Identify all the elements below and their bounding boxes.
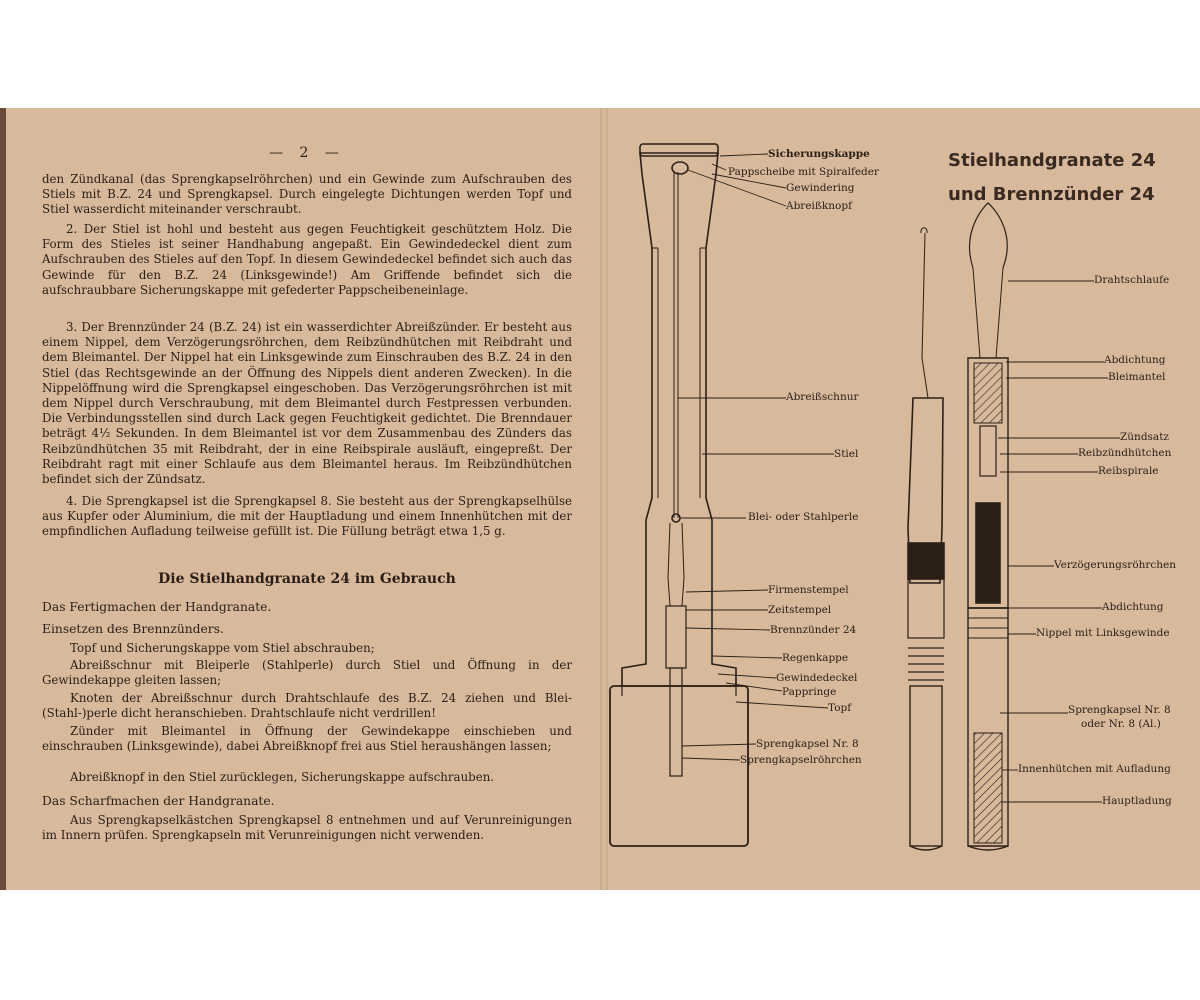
label-perle: Blei- oder Stahlperle [748, 511, 859, 523]
label-abdichtung-bottom: Abdichtung [1102, 601, 1164, 613]
page-number: — 2 — [269, 145, 345, 161]
label-sprengkapsel: Sprengkapsel Nr. 8 [756, 738, 859, 750]
label-sprengkapselroehrchen: Sprengkapselröhrchen [740, 754, 862, 766]
label-zeitstempel: Zeitstempel [768, 604, 832, 616]
paragraph-1: den Zündkanal (das Sprengkapselröhrchen) und ein Gewinde zum Aufschrauben des Stiels mit B.Z. 24 und Sprengkapsel. Durch eingelegte Dichtungen werden Topf und Stiel wasserdicht miteinander verschraubt. [42, 172, 572, 217]
step-6: Aus Sprengkapselkästchen Sprengkapsel 8 entnehmen und auf Verunreinigungen im Innern prüfen. Sprengkapseln mit Verunreinigungen nicht verwenden. [42, 813, 572, 843]
label-gewindering: Gewindering [786, 182, 855, 194]
paragraph-4: 4. Die Sprengkapsel ist die Sprengkapsel 8. Sie besteht aus der Sprengkapselhülse aus Kupfer oder Aluminium, die mit der Hauptladung und einem Innenhütchen mit der empfindlichen Aufladung teilweise gefüllt ist. Die Füllung beträgt etwa 1,5 g. [42, 494, 572, 539]
fuze-exterior-drawing [908, 228, 944, 850]
subheading-scharfmachen: Das Scharfmachen der Handgranate. [42, 794, 275, 808]
label-zuendsatz: Zündsatz [1120, 431, 1169, 443]
fuze-section-drawing [968, 203, 1008, 850]
label-abreissknopf: Abreißknopf [786, 200, 852, 212]
label-pappscheibe: Pappscheibe mit Spiralfeder [728, 166, 880, 178]
step-5: Abreißknopf in den Stiel zurücklegen, Sicherungskappe aufschrauben. [70, 770, 495, 784]
grenade-drawing [610, 144, 748, 846]
label-topf: Topf [828, 702, 852, 714]
label-gewindedeckel: Gewindedeckel [776, 672, 858, 684]
right-page [608, 108, 1200, 890]
center-fold [600, 108, 608, 890]
label-reibspirale: Reibspirale [1098, 465, 1159, 477]
leader-lines [678, 154, 1120, 802]
label-firmenstempel: Firmenstempel [768, 584, 849, 596]
label-bleimantel: Bleimantel [1108, 371, 1166, 383]
label-hauptladung: Hauptladung [1102, 795, 1172, 807]
subheading-einsetzen: Einsetzen des Brennzünders. [42, 622, 224, 636]
label-sprengkapsel-al: oder Nr. 8 (Al.) [1081, 718, 1161, 730]
label-brennzuender-24: Brennzünder 24 [770, 624, 857, 636]
label-stiel: Stiel [834, 448, 859, 460]
diagram-title-line-1: Stielhandgranate 24 [948, 150, 1156, 171]
label-verzoegerungsroehrchen: Verzögerungsröhrchen [1054, 559, 1177, 571]
left-page [42, 108, 572, 890]
label-reibzuendhuetchen: Reibzündhütchen [1078, 447, 1172, 459]
subheading-fertigmachen: Das Fertigmachen der Handgranate. [42, 600, 272, 614]
step-1: Topf und Sicherungskappe vom Stiel abschrauben; [70, 641, 375, 655]
label-regenkappe: Regenkappe [782, 652, 849, 664]
label-nippel: Nippel mit Linksgewinde [1036, 627, 1170, 639]
paragraph-2: 2. Der Stiel ist hohl und besteht aus gegen Feuchtigkeit geschütztem Holz. Die Form des Stieles ist seiner Handhabung angepaßt. Ein Gewindedeckel dient zum Aufschrauben des Stieles auf den Topf. In diesem Gewindedeckel befindet sich auch das Gewinde für den B.Z. 24 (Linksgewinde!) Am Griffende befindet sich die aufschraubbare Sicherungskappe mit gefederter Pappscheibeneinlage. [42, 222, 572, 297]
step-2: Abreißschnur mit Bleiperle (Stahlperle) durch Stiel und Öffnung in der Gewindekappe gleiten lassen; [42, 658, 572, 688]
label-abreissschnur: Abreißschnur [786, 391, 859, 403]
label-abdichtung-top: Abdichtung [1104, 354, 1166, 366]
step-4: Zünder mit Bleimantel in Öffnung der Gewindekappe einschieben und einschrauben (Linksgewinde), dabei Abreißknopf frei aus Stiel heraushängen lassen; [42, 724, 572, 754]
step-3: Knoten der Abreißschnur durch Drahtschlaufe des B.Z. 24 ziehen und Blei-(Stahl-)perle dicht heranschieben. Drahtschlaufe nicht verdrillen! [42, 691, 572, 721]
section-title: Die Stielhandgranate 24 im Gebrauch [158, 571, 456, 587]
label-sicherungskappe: Sicherungskappe [768, 148, 870, 160]
diagram-title-line-2: und Brennzünder 24 [948, 184, 1155, 205]
page-edge [0, 108, 6, 890]
label-pappringe: Pappringe [782, 686, 837, 698]
paragraph-3: 3. Der Brennzünder 24 (B.Z. 24) ist ein wasserdichter Abreißzünder. Er besteht aus einem Nippel, dem Verzögerungsröhrchen, dem Reibzündhütchen mit Reibdraht und dem Bleimantel. Der Nippel hat ein Linksgewinde zum Einschrauben des B.Z. 24 in den Stiel (das Rechtsgewinde an der Öffnung des Nippels dient anderen Zwecken). In die Nippelöffnung wird die Sprengkapsel eingeschoben. Das Verzögerungsröhrchen ist mit dem Nippel durch Verschraubung, mit dem Bleimantel durch Festpressen verbunden. Die Verbindungsstellen sind durch Lack gegen Feuchtigkeit gedichtet. Die Brenndauer beträgt 4½ Sekunden. In dem Bleimantel ist vor dem Zusammenbau des Zünders das Reibzündhütchen 35 mit Reibdraht, der in eine Reibspirale ausläuft, eingepreßt. Der Reibdraht ragt mit einer Schlaufe aus dem Bleimantel heraus. Im Reibzündhütchen befindet sich der Zündsatz. [42, 320, 572, 487]
label-sprengkapsel-nr8: Sprengkapsel Nr. 8 [1068, 704, 1171, 716]
booklet-spread [0, 108, 1200, 890]
label-innenhuetchen: Innenhütchen mit Aufladung [1018, 763, 1171, 775]
label-drahtschlaufe: Drahtschlaufe [1094, 274, 1170, 286]
